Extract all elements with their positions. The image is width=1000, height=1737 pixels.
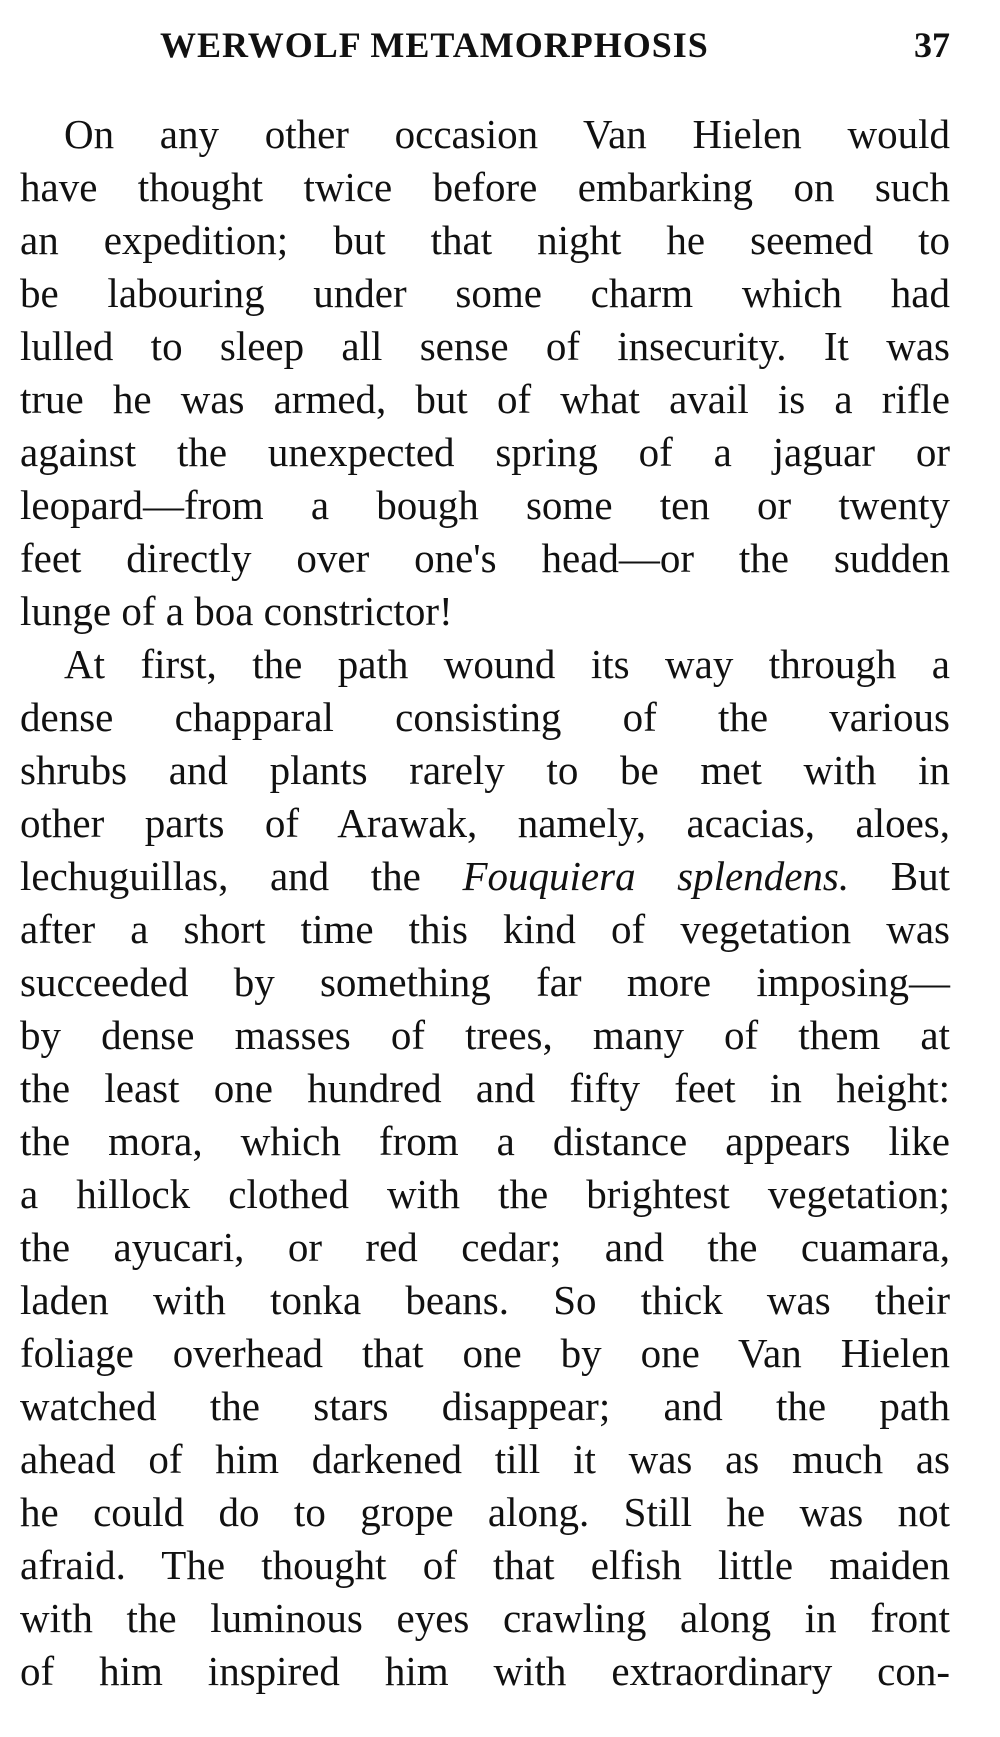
text-line: watched the stars disappear; and the path [20, 1383, 950, 1429]
text-line: ahead of him darkened till it was as much as [20, 1436, 950, 1482]
text-segment: lechuguillas, and the [20, 853, 421, 899]
text-line: At first, the path wound its way through a [64, 641, 950, 687]
paragraph-1 [20, 108, 950, 638]
text-line-with-italic [20, 850, 950, 903]
text-line: the ayucari, or red cedar; and the cuamara, [20, 1224, 950, 1270]
text-line: leopard—from a bough some ten or twenty [20, 482, 950, 528]
text-line: the least one hundred and fifty feet in height: [20, 1065, 950, 1111]
text-line: against the unexpected spring of a jaguar or [20, 429, 950, 475]
species-name: Fouquiera splendens. [462, 853, 850, 899]
text-line: by dense masses of trees, many of them at [20, 1012, 950, 1058]
page-header [20, 24, 970, 74]
text-line: after a short time this kind of vegetation was [20, 906, 950, 952]
text-line: afraid. The thought of that elfish little maiden [20, 1542, 950, 1588]
text-line: of him inspired him with extraordinary con- [20, 1648, 950, 1694]
text-line: dense chapparal consisting of the various [20, 694, 950, 740]
body-text [20, 108, 950, 1698]
text-line: a hillock clothed with the brightest vegetation; [20, 1171, 950, 1217]
text-line: feet directly over one's head—or the sudden [20, 535, 950, 581]
text-line: true he was armed, but of what avail is a rifle [20, 376, 950, 422]
text-line: laden with tonka beans. So thick was their [20, 1277, 950, 1323]
text-line: he could do to grope along. Still he was not [20, 1489, 950, 1535]
text-line: foliage overhead that one by one Van Hielen [20, 1330, 950, 1376]
text-line: shrubs and plants rarely to be met with in [20, 747, 950, 793]
text-line: succeeded by something far more imposing— [20, 959, 950, 1005]
text-line: the mora, which from a distance appears like [20, 1118, 950, 1164]
text-segment: But [890, 853, 950, 899]
text-line: be labouring under some charm which had [20, 270, 950, 316]
running-head: WERWOLF METAMORPHOSIS [160, 25, 709, 65]
text-line: lulled to sleep all sense of insecurity. It was [20, 323, 950, 369]
text-line: other parts of Arawak, namely, acacias, aloes, [20, 800, 950, 846]
text-line: lunge of a boa constrictor! [20, 588, 453, 634]
text-line: an expedition; but that night he seemed to [20, 217, 950, 263]
paragraph-2 [20, 638, 950, 1698]
text-line: On any other occasion Van Hielen would [64, 111, 950, 157]
text-line: have thought twice before embarking on such [20, 164, 950, 210]
page-number: 37 [914, 25, 950, 65]
text-line: with the luminous eyes crawling along in front [20, 1595, 950, 1641]
